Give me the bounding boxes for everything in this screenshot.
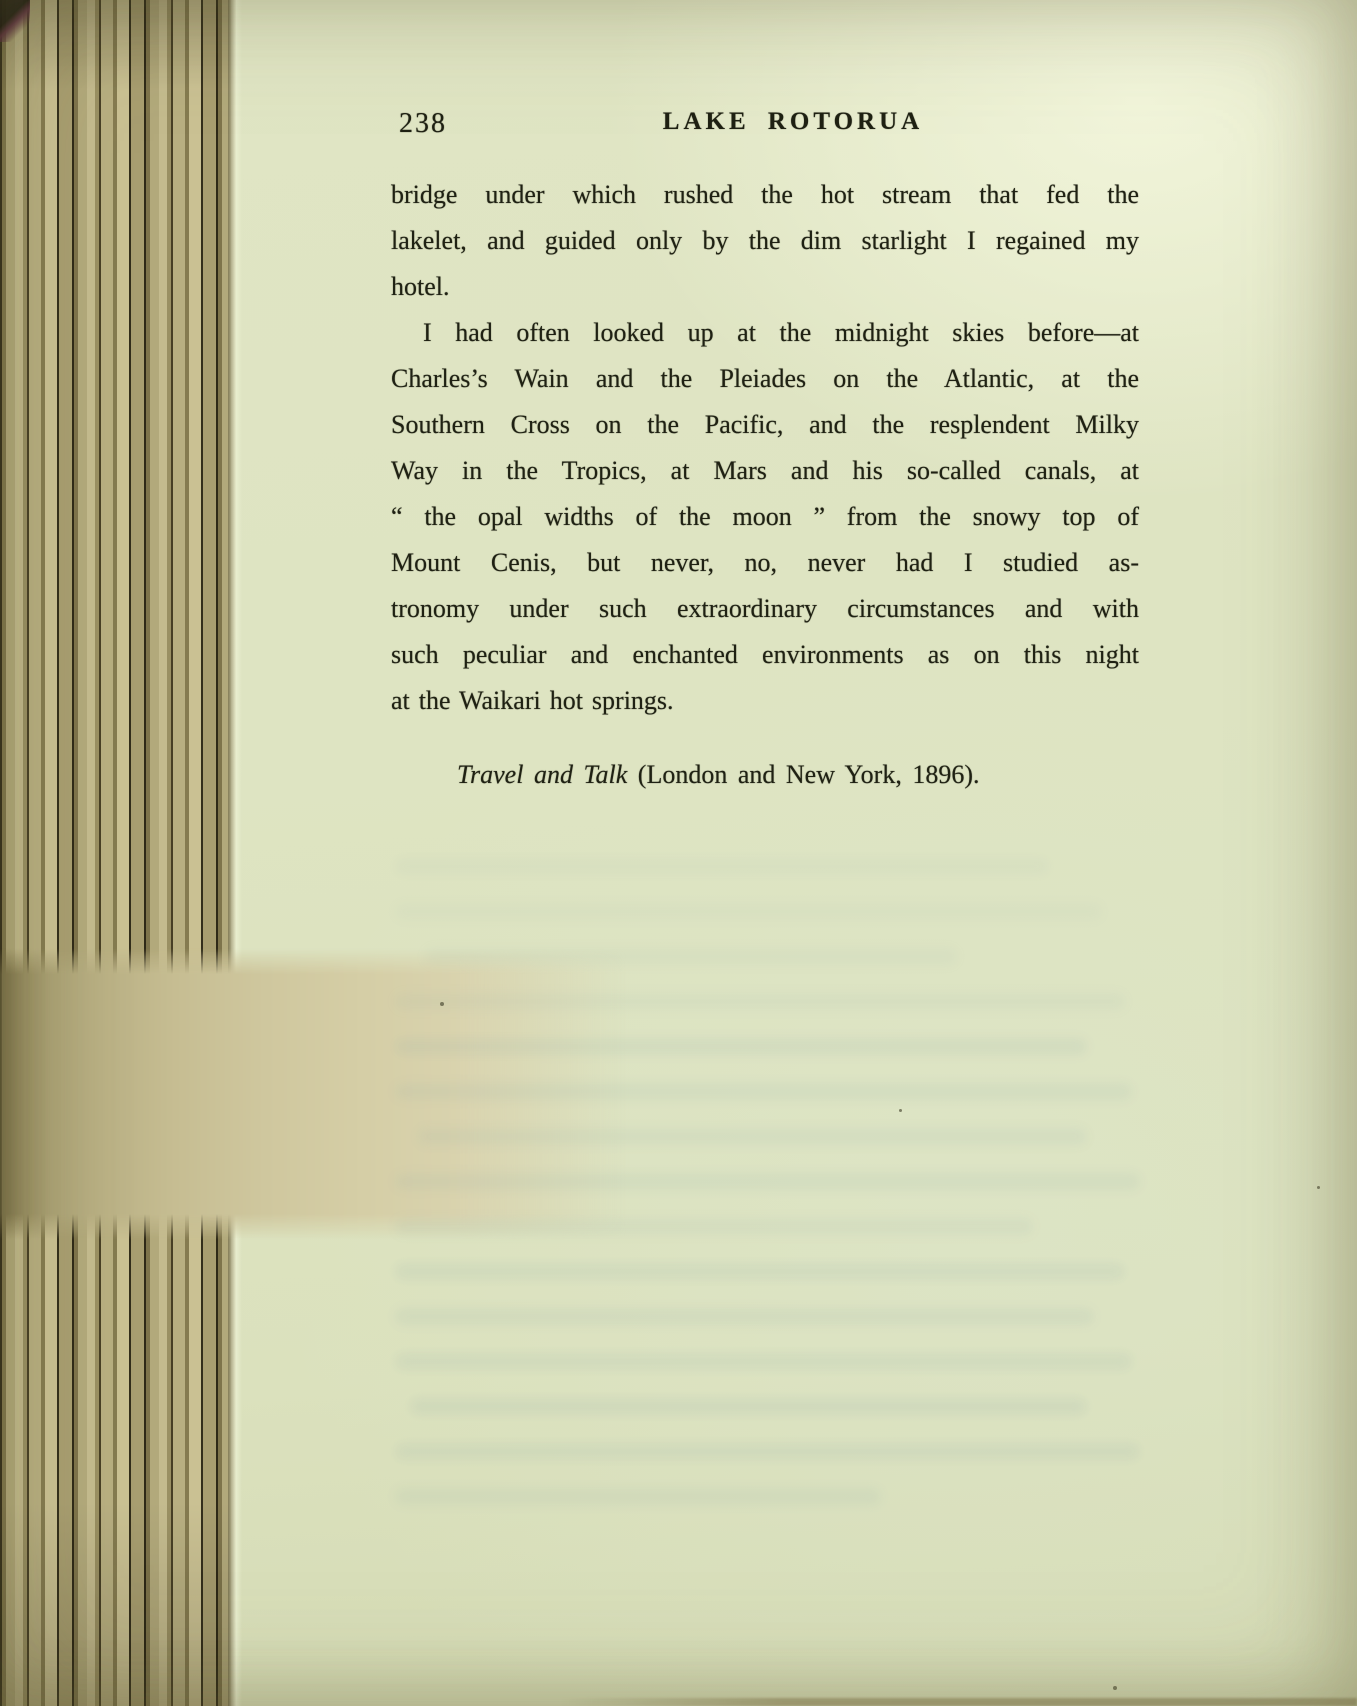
text-line: Charles’s Wain and the Pleiades on the Atlantic, at the	[391, 364, 1139, 393]
text-line: “ the opal widths of the moon ” from the snowy top of	[391, 502, 1139, 531]
paper-speck	[440, 1002, 444, 1006]
citation-imprint: (London and New York, 1896).	[627, 760, 980, 789]
bleed-through-text-ghosts	[395, 858, 1155, 1533]
source-citation	[457, 760, 980, 790]
citation-book-title: Travel and Talk	[457, 760, 628, 789]
bleed-through-line	[395, 1308, 1094, 1325]
text-line: bridge under which rushed the hot stream that fed the	[391, 180, 1139, 209]
bleed-through-line	[395, 1488, 881, 1505]
bleed-through-line	[418, 1128, 1087, 1145]
bleed-through-line	[395, 903, 1102, 920]
bleed-through-line	[395, 993, 1125, 1010]
bleed-through-line	[410, 1398, 1086, 1415]
text-line: I had often looked up at the midnight skies before—at	[423, 318, 1139, 347]
text-line: Southern Cross on the Pacific, and the resplendent Milky	[391, 410, 1139, 439]
page-number: 238	[399, 108, 447, 139]
text-line: tronomy under such extraordinary circumstances and with	[391, 594, 1139, 623]
bleed-through-line	[395, 1173, 1140, 1190]
paper-speck	[1317, 1186, 1320, 1189]
bleed-through-line	[395, 1443, 1140, 1460]
bleed-through-line	[395, 1218, 1033, 1235]
text-line: hotel.	[391, 272, 450, 301]
text-line: Mount Cenis, but never, no, never had I studied as-	[391, 548, 1139, 577]
bleed-through-line	[395, 1038, 1087, 1055]
bleed-through-line	[395, 1353, 1132, 1370]
running-header-title: LAKE ROTORUA	[662, 108, 924, 135]
bleed-through-line	[395, 858, 1049, 875]
paper-speck	[899, 1109, 902, 1112]
text-line: at the Waikari hot springs.	[391, 686, 674, 715]
bleed-through-line	[395, 1263, 1125, 1280]
text-line: lakelet, and guided only by the dim starlight I regained my	[391, 226, 1139, 255]
body-text	[391, 172, 1139, 724]
bleed-through-line	[395, 1083, 1132, 1100]
page-header	[391, 104, 1139, 144]
text-line: Way in the Tropics, at Mars and his so-called canals, at	[391, 456, 1139, 485]
bleed-through-line	[425, 948, 957, 965]
text-line: such peculiar and enchanted environments as on this night	[391, 640, 1139, 669]
paper-speck	[1113, 1686, 1117, 1690]
